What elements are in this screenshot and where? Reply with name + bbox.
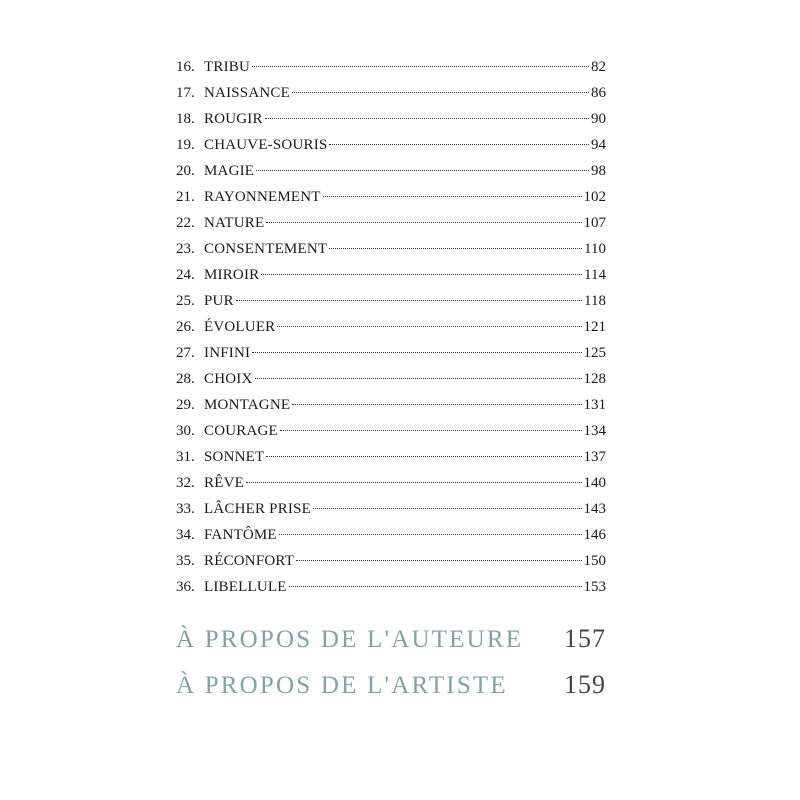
toc-entry-number: 33.: [176, 501, 195, 517]
toc-entry-number: 22.: [176, 215, 195, 231]
toc-entry: [176, 132, 606, 158]
toc-entry: [176, 366, 606, 392]
about-artist-entry: [176, 662, 606, 708]
toc-entry: [176, 210, 606, 236]
toc-entry: [176, 288, 606, 314]
toc-entry-number: 34.: [176, 527, 195, 543]
toc-entry-number: 25.: [176, 293, 195, 309]
toc-entry: [176, 340, 606, 366]
toc-entry-number: 19.: [176, 137, 195, 153]
toc-leader-dots: [252, 352, 581, 353]
toc-leader-dots: [279, 534, 582, 535]
about-author-page: 157: [564, 624, 606, 653]
about-author-title: À PROPOS DE L'AUTEURE: [176, 626, 524, 653]
toc-entry-number: 27.: [176, 345, 195, 361]
toc-leader-dots: [280, 430, 582, 431]
toc-leader-dots: [266, 222, 581, 223]
toc-entry-title: PUR: [204, 293, 234, 309]
toc-entry-number: 35.: [176, 553, 195, 569]
toc-leader-dots: [261, 274, 582, 275]
toc-entry-page: 150: [583, 553, 606, 569]
toc-entry-title: ROUGIR: [204, 111, 263, 127]
toc-entry-number: 23.: [176, 241, 195, 257]
toc-entry-number: 30.: [176, 423, 195, 439]
toc-entry-title: NAISSANCE: [204, 85, 290, 101]
toc-entry-title: MIROIR: [204, 267, 260, 283]
toc-entry-number: 29.: [176, 397, 195, 413]
toc-leader-dots: [277, 326, 581, 327]
toc-list: [176, 54, 606, 600]
toc-entry: [176, 470, 606, 496]
toc-entry-title: TRIBU: [204, 59, 250, 75]
toc-leader-dots: [329, 248, 582, 249]
toc-leader-dots: [252, 66, 589, 67]
toc-entry: [176, 106, 606, 132]
toc-entry: [176, 392, 606, 418]
toc-entry-title: INFINI: [204, 345, 251, 361]
toc-entry: [176, 444, 606, 470]
toc-entry-page: 134: [583, 423, 606, 439]
about-artist-page: 159: [564, 670, 606, 699]
toc-entry-title: CHOIX: [204, 371, 253, 387]
toc-entry: [176, 522, 606, 548]
toc-entry-number: 31.: [176, 449, 195, 465]
toc-entry-page: 131: [583, 397, 606, 413]
toc-entry-page: 140: [583, 475, 606, 491]
toc-entry-title: FANTÔME: [204, 527, 277, 543]
toc-entry-number: 28.: [176, 371, 195, 387]
toc-entry-page: 82: [591, 59, 606, 75]
toc-entry-title: COURAGE: [204, 423, 278, 439]
toc-entry-title: MAGIE: [204, 163, 255, 179]
toc-entry: [176, 158, 606, 184]
toc-leader-dots: [236, 300, 582, 301]
toc-entry-page: 153: [583, 579, 606, 595]
toc-entry: [176, 80, 606, 106]
toc-leader-dots: [329, 144, 589, 145]
toc-entry: [176, 262, 606, 288]
toc-entry-page: 110: [584, 241, 606, 257]
toc-entry-title: RÉCONFORT: [204, 553, 295, 569]
toc-leader-dots: [256, 170, 589, 171]
toc-entry-number: 20.: [176, 163, 195, 179]
toc-entry-page: 125: [583, 345, 606, 361]
toc-leader-dots: [323, 196, 582, 197]
toc-entry-page: 146: [583, 527, 606, 543]
toc-entry-page: 121: [583, 319, 606, 335]
toc-entry-title: LIBELLULE: [204, 579, 287, 595]
toc-entry: [176, 496, 606, 522]
toc-leader-dots: [313, 508, 582, 509]
toc-entry: [176, 54, 606, 80]
toc-entry-title: SONNET: [204, 449, 265, 465]
toc-entry-number: 18.: [176, 111, 195, 127]
toc-entry-number: 36.: [176, 579, 195, 595]
toc-entry-title: CHAUVE-SOURIS: [204, 137, 328, 153]
toc-entry-page: 128: [583, 371, 606, 387]
toc-leader-dots: [265, 118, 589, 119]
toc-entry-title: RAYONNEMENT: [204, 189, 321, 205]
toc-entry-title: CONSENTEMENT: [204, 241, 328, 257]
toc-entry-page: 94: [591, 137, 606, 153]
toc-entry-number: 26.: [176, 319, 195, 335]
toc-entry-title: LÂCHER PRISE: [204, 501, 311, 517]
toc-entry-number: 24.: [176, 267, 195, 283]
toc-leader-dots: [292, 404, 581, 405]
toc-entry-page: 102: [583, 189, 606, 205]
toc-entry-page: 143: [583, 501, 606, 517]
toc-entry: [176, 548, 606, 574]
toc-entry-page: 114: [584, 267, 606, 283]
about-artist-title: À PROPOS DE L'ARTISTE: [176, 672, 508, 699]
toc-leader-dots: [296, 560, 581, 561]
toc-entry-page: 118: [584, 293, 606, 309]
toc-entry-title: ÉVOLUER: [204, 319, 276, 335]
toc-entry: [176, 236, 606, 262]
toc-entry-page: 107: [583, 215, 606, 231]
toc-entry-title: MONTAGNE: [204, 397, 291, 413]
toc-entry-page: 137: [583, 449, 606, 465]
about-author-entry: [176, 616, 606, 662]
toc-entry: [176, 418, 606, 444]
toc-leader-dots: [255, 378, 582, 379]
toc-entry-title: RÊVE: [204, 475, 244, 491]
toc-entry-number: 17.: [176, 85, 195, 101]
toc-leader-dots: [289, 586, 582, 587]
toc-entry-page: 90: [591, 111, 606, 127]
table-of-contents: [176, 54, 606, 708]
toc-entry-number: 16.: [176, 59, 195, 75]
toc-entry-title: NATURE: [204, 215, 265, 231]
toc-entry-number: 21.: [176, 189, 195, 205]
toc-entry: [176, 184, 606, 210]
toc-leader-dots: [266, 456, 581, 457]
toc-entry: [176, 574, 606, 600]
toc-entry-page: 98: [591, 163, 606, 179]
about-section: [176, 616, 606, 708]
toc-entry-number: 32.: [176, 475, 195, 491]
toc-entry-page: 86: [591, 85, 606, 101]
toc-entry: [176, 314, 606, 340]
toc-leader-dots: [246, 482, 582, 483]
toc-leader-dots: [292, 92, 589, 93]
